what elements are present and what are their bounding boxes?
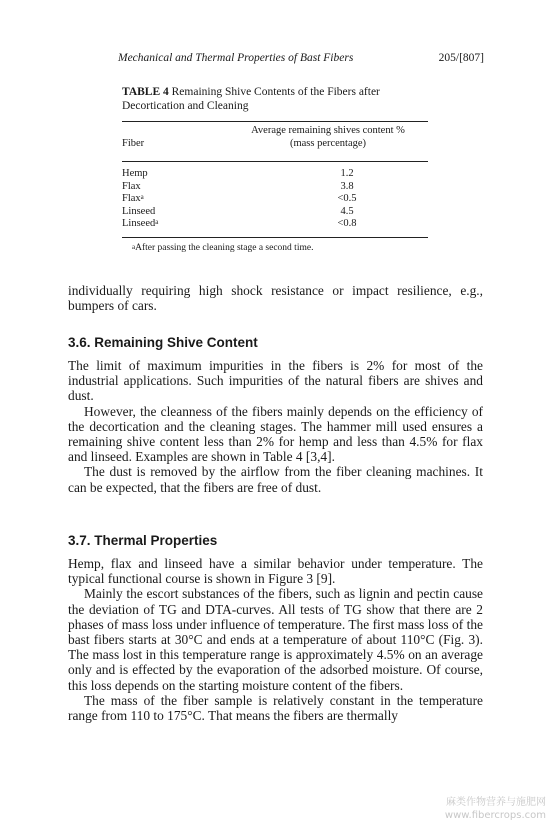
continued-paragraph-text: individually requiring high shock resistance or impact resilience, e.g., bumpers of cars. xyxy=(68,283,483,314)
paragraph: However, the cleanness of the fibers mainly depends on the efficiency of the decortication and the cleaning stages. The hammer mill used ensures a remaining shive content less than 2% for hemp and less than 4.5% for flax and linseed. Examples are shown in Table 4 [3,4]. xyxy=(68,403,483,465)
table-row xyxy=(122,193,428,206)
row-fiber: Hemp xyxy=(122,168,148,179)
row-fiber: Linseed$^a$ xyxy=(122,218,159,230)
row-value: <0.5 xyxy=(337,193,357,205)
table-body xyxy=(122,162,428,237)
column-header-content-line2: (mass percentage) xyxy=(289,138,367,149)
column-header-fiber: Fiber xyxy=(122,138,145,149)
table-bottom-rule xyxy=(122,237,428,238)
row-value: <0.8 xyxy=(337,218,357,230)
watermark-line1: 麻类作物营养与施肥网 xyxy=(446,797,546,808)
paragraph: The mass of the fiber sample is relatively constant in the temperature range from 110 to 175°C. That means the fibers are thermally xyxy=(68,692,483,724)
table-header xyxy=(122,122,428,158)
column-header-content-line1: Average remaining shives content % xyxy=(251,125,405,136)
page-number: 205/[807] xyxy=(438,52,484,64)
row-fiber: Flax$^a$ xyxy=(122,193,144,205)
row-value: 3.8 xyxy=(340,180,354,192)
watermark xyxy=(445,796,546,822)
continued-paragraph xyxy=(68,283,483,313)
running-head-title: Mechanical and Thermal Properties of Bast Fibers xyxy=(118,52,354,64)
table-row xyxy=(122,168,428,181)
section-heading-3-6: 3.6. Remaining Shive Content xyxy=(68,335,258,350)
row-fiber: Linseed xyxy=(122,205,156,217)
table-4 xyxy=(122,85,428,253)
table-label: TABLE 4 xyxy=(122,86,169,98)
section-3-6-body xyxy=(68,358,483,495)
table-caption-text: Remaining Shive Contents of the Fibers after Decortication and Cleaning xyxy=(122,86,380,112)
paragraph: The limit of maximum impurities in the fibers is 2% for most of the industrial applications. Such impurities of the natural fibers are shives and dust. xyxy=(68,358,483,404)
row-value: 4.5 xyxy=(340,205,354,217)
row-value: 1.2 xyxy=(340,168,354,179)
paragraph: Mainly the escort substances of the fibers, such as lignin and pectin cause the deviation of TG and DTA-curves. All tests of TG show that there are 2 phases of mass loss under influence of temperature. The first mass loss of the bast fibers starts at 30°C and ends at a temperature of about 110°C (Fig. 3). The mass lost in this temperature range is approximately 4.5% on an average only and is effected by the evaporation of the adsorbed moisture. Of course, this loss depends on the starting moisture content of the fibers. xyxy=(68,586,483,693)
table-row xyxy=(122,181,428,194)
row-fiber: Flax xyxy=(122,180,141,192)
watermark-line2: www.fibercrops.com xyxy=(444,810,546,821)
running-head xyxy=(0,52,552,68)
paragraph: Hemp, flax and linseed have a similar behavior under temperature. The typical functional course is shown in Figure 3 [9]. xyxy=(68,556,483,587)
section-3-7-body xyxy=(68,556,483,723)
table-footnote: $^a$After passing the cleaning stage a second time. xyxy=(132,242,314,253)
table-row xyxy=(122,218,428,231)
table-caption xyxy=(122,85,428,113)
column-header-content xyxy=(228,124,428,150)
section-heading-3-7: 3.7. Thermal Properties xyxy=(68,533,218,548)
paragraph: The dust is removed by the airflow from the fiber cleaning machines. It can be expected, that the fibers are free of dust. xyxy=(68,464,483,495)
table-row xyxy=(122,206,428,219)
